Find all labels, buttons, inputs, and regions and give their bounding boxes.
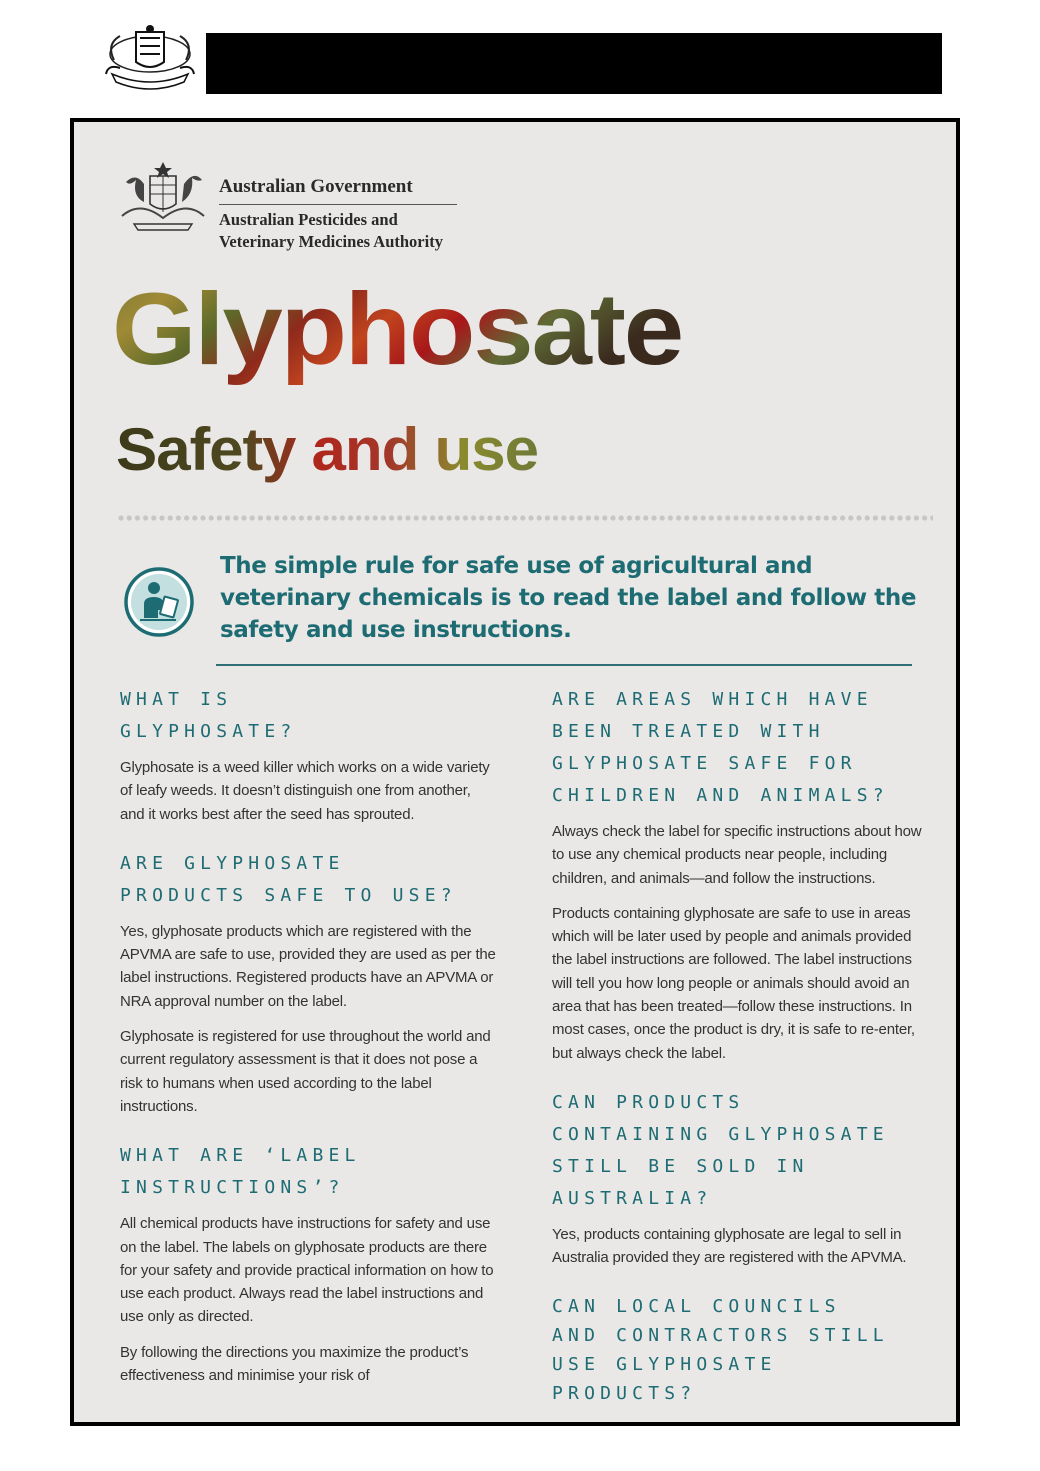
agency-header: [114, 158, 474, 258]
redaction-bar: [206, 33, 942, 94]
rule-underline: [216, 664, 912, 666]
flyer-page: [70, 118, 960, 1426]
title-graphic: [112, 272, 812, 502]
section-heading: CAN PRODUCTS CONTAINING GLYPHOSATE STILL BE SOLD IN AUSTRALIA?: [552, 1091, 889, 1209]
section-heading: WHAT ARE ‘LABEL INSTRUCTIONS’?: [120, 1145, 361, 1199]
section-heading: CAN LOCAL COUNCILS AND CONTRACTORS STILL USE GLYPHOSATE PRODUCTS?: [552, 1295, 889, 1404]
paragraph: Yes, glyphosate products which are registered with the APVMA are safe to use, provided they are used as per the label instructions. Registered products have an APVMA or NRA approval number on the label.: [120, 922, 496, 1010]
paragraph: By following the directions you maximize the product’s effectiveness and minimise your risk of: [120, 1343, 469, 1385]
agency-title: Australian Government: [219, 158, 457, 205]
shire-crest-logo: [100, 24, 200, 96]
paragraph: Products containing glyphosate are safe to use in areas which will be later used by people and animals provided the label instructions are followed. The label instructions will tell you how long people or animals should avoid an area that has been treated—follow these instructions. In most cases, once the product is dry, it is safe to re-enter, but always check the label.: [552, 904, 915, 1062]
right-column: [552, 684, 932, 1408]
rule-statement: The simple rule for safe use of agricultural and veterinary chemicals is to read the label and follow the safety and use instructions.: [220, 553, 917, 643]
section-heading: ARE GLYPHOSATE PRODUCTS SAFE TO USE?: [120, 852, 457, 906]
paragraph: All chemical products have instructions for safety and use on the label. The labels on glyphosate products are there for your safety and provide practical information on how to use each product. Always read the label instructions and use only as directed.: [120, 1215, 494, 1326]
paragraph: Always check the label for specific instructions about how to use any chemical products near people, including children, and animals—and follow the instructions.: [552, 823, 922, 887]
paragraph: Glyphosate is a weed killer which works on a wide variety of leafy weeds. It doesn’t distinguish one from another, and it works best after the seed has sprouted.: [120, 759, 490, 823]
paragraph: Glyphosate is registered for use throughout the world and current regulatory assessment is that it does not pose a risk to humans when used according to the label instructions.: [120, 1028, 491, 1115]
agency-subtitle-line1: Australian Pesticides and: [219, 210, 398, 229]
section-heading: WHAT IS GLYPHOSATE?: [120, 689, 297, 742]
dotted-divider: [118, 513, 933, 523]
paragraph: Yes, products containing glyphosate are legal to sell in Australia provided they are registered with the APVMA.: [552, 1225, 907, 1267]
agency-subtitle-line2: Veterinary Medicines Authority: [219, 232, 443, 251]
section-heading: ARE AREAS WHICH HAVE BEEN TREATED WITH GLYPHOSATE SAFE FOR CHILDREN AND ANIMALS?: [552, 689, 889, 806]
coat-of-arms-icon: [114, 158, 212, 236]
subtitle: Safety and use: [116, 416, 538, 483]
person-reading-label-icon: [124, 564, 196, 642]
main-title: Glyphosate: [112, 272, 682, 386]
left-column: [120, 684, 498, 1387]
